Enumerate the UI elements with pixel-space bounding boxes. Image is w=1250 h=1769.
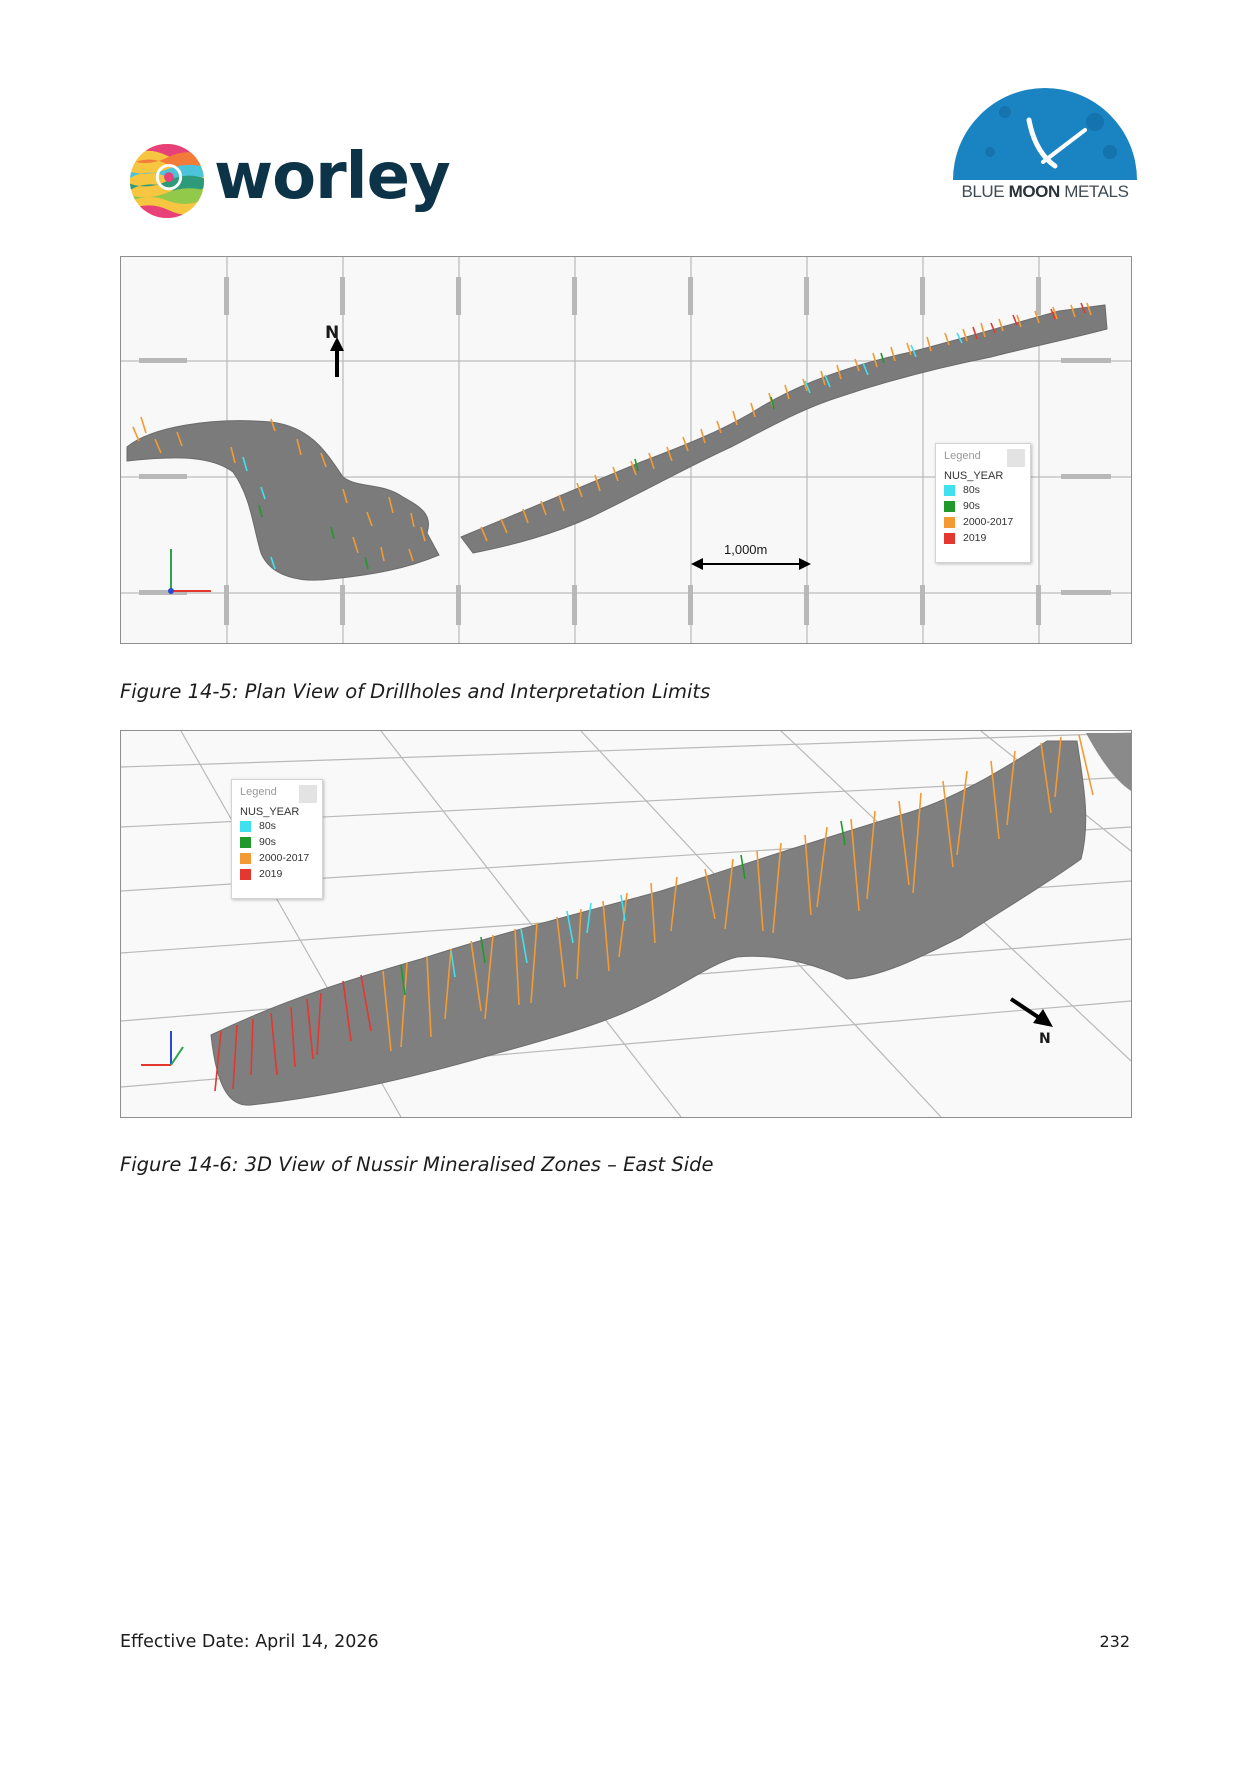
legend-item: 2000-2017: [240, 850, 314, 866]
worley-wordmark: worley: [214, 140, 450, 214]
figure-caption: Figure 14-6: 3D View of Nussir Mineralised Zones – East Side: [120, 1153, 714, 1176]
moon-pickaxe-icon: [945, 82, 1145, 182]
legend-swatch: [944, 485, 955, 496]
legend-swatch: [944, 501, 955, 512]
legend-panel: [231, 779, 323, 899]
legend-swatch: [240, 869, 251, 880]
effective-date: Effective Date: April 14, 2026: [120, 1632, 379, 1652]
legend-item: 80s: [240, 818, 314, 834]
plan-view-figure: [120, 256, 1132, 644]
scale-label: 1,000m: [724, 542, 768, 557]
legend-item: 2000-2017: [944, 514, 1022, 530]
legend-panel: [935, 443, 1031, 563]
legend-item: 90s: [944, 498, 1022, 514]
legend-swatch: [944, 533, 955, 544]
worley-globe-icon: [128, 142, 206, 220]
legend-item: 90s: [240, 834, 314, 850]
legend-title: Legend: [944, 450, 981, 462]
legend-swatch: [944, 517, 955, 528]
3d-view-figure: [120, 730, 1132, 1118]
legend-swatch: [240, 837, 251, 848]
north-label: N: [325, 323, 340, 343]
legend-field-name: NUS_YEAR: [240, 806, 300, 818]
page-number: 232: [1099, 1632, 1130, 1651]
blue-moon-metals-wordmark: BLUE MOON METALS: [961, 182, 1129, 201]
legend-close-button[interactable]: [1007, 449, 1025, 467]
legend-field-name: NUS_YEAR: [944, 470, 1004, 482]
legend-title: Legend: [240, 786, 277, 798]
legend-swatch: [240, 821, 251, 832]
north-label: N: [1039, 1031, 1051, 1047]
legend-close-button[interactable]: [299, 785, 317, 803]
blue-moon-metals-logo: [945, 82, 1145, 212]
legend-item: 2019: [944, 530, 1022, 546]
legend-item: 2019: [240, 866, 314, 882]
legend-swatch: [240, 853, 251, 864]
legend-item: 80s: [944, 482, 1022, 498]
figure-caption: Figure 14-5: Plan View of Drillholes and Interpretation Limits: [120, 680, 711, 703]
worley-logo: [128, 138, 458, 228]
